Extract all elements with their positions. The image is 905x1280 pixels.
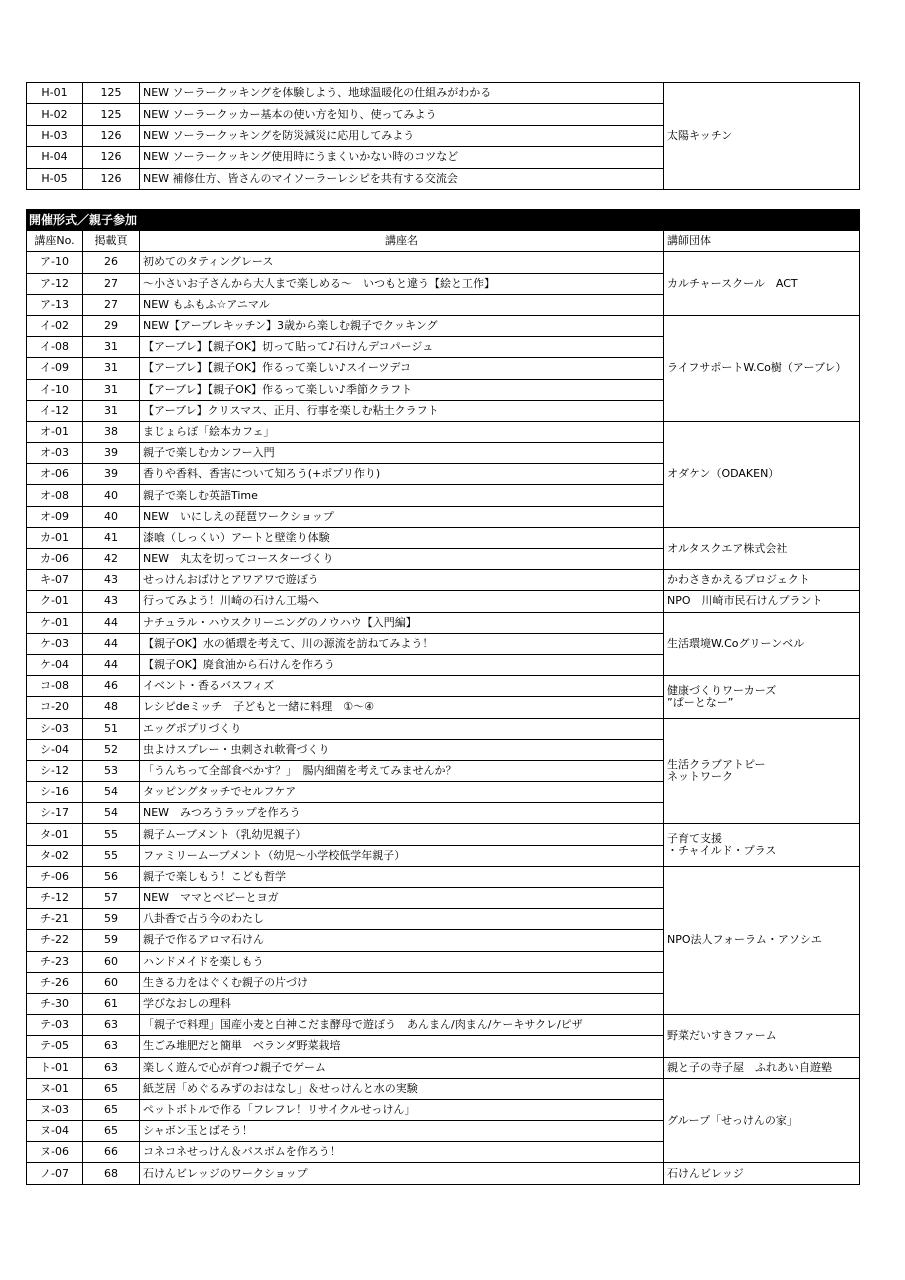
page-number: 125 xyxy=(83,83,140,104)
column-header-row xyxy=(27,231,860,252)
parent-child-course-table xyxy=(26,209,860,1185)
page-number: 63 xyxy=(83,1015,140,1036)
course-no: テ-03 xyxy=(27,1015,83,1036)
table-row xyxy=(27,1163,860,1184)
course-name: ハンドメイドを楽しもう xyxy=(140,951,664,972)
table-row xyxy=(27,570,860,591)
course-no: シ-03 xyxy=(27,718,83,739)
course-no: チ-06 xyxy=(27,866,83,887)
course-name: NEW ソーラークッキング使用時にうまくいかない時のコツなど xyxy=(140,147,664,168)
table-row xyxy=(27,824,860,845)
page-number: 126 xyxy=(83,168,140,189)
header-course-no: 講座No. xyxy=(27,231,83,252)
course-no: ア-12 xyxy=(27,273,83,294)
page-number: 63 xyxy=(83,1036,140,1057)
page-number: 31 xyxy=(83,379,140,400)
course-name: 「うんちって全部食べかす？」 腸内細菌を考えてみませんか？ xyxy=(140,760,664,781)
course-no: イ-02 xyxy=(27,315,83,336)
page-number: 53 xyxy=(83,760,140,781)
course-name: NEW 丸太を切ってコースターづくり xyxy=(140,549,664,570)
course-name: 生ごみ堆肥だと簡単 ベランダ野菜栽培 xyxy=(140,1036,664,1057)
page-number: 31 xyxy=(83,337,140,358)
course-name: 生きる力をはぐくむ親子の片づけ xyxy=(140,972,664,993)
course-no: イ-10 xyxy=(27,379,83,400)
course-no: ヌ-06 xyxy=(27,1142,83,1163)
course-no: オ-03 xyxy=(27,443,83,464)
course-name: 親子で作るアロマ石けん xyxy=(140,930,664,951)
organization: NPO法人フォーラム・アソシエ xyxy=(664,866,860,1014)
course-no: チ-26 xyxy=(27,972,83,993)
course-no: イ-08 xyxy=(27,337,83,358)
page-number: 51 xyxy=(83,718,140,739)
header-organization: 講師団体 xyxy=(664,231,860,252)
page-number: 59 xyxy=(83,909,140,930)
table-row xyxy=(27,315,860,336)
course-name: イベント・香るバスフィズ xyxy=(140,676,664,697)
course-no: キ-07 xyxy=(27,570,83,591)
course-name: 【アーブレ】【親子OK】作るって楽しい♪スイーツデコ xyxy=(140,358,664,379)
course-no: カ-06 xyxy=(27,549,83,570)
section-title: 開催形式／親子参加 xyxy=(27,210,860,231)
page-number: 57 xyxy=(83,888,140,909)
course-name: 行ってみよう！川崎の石けん工場へ xyxy=(140,591,664,612)
page-number: 39 xyxy=(83,443,140,464)
course-no: H-02 xyxy=(27,104,83,125)
course-no: オ-09 xyxy=(27,506,83,527)
course-name: 親子で楽しもう！こども哲学 xyxy=(140,866,664,887)
page-number: 43 xyxy=(83,570,140,591)
organization: ライフサポートW.Co樹（アーブレ） xyxy=(664,315,860,421)
organization: 親と子の寺子屋 ふれあい自遊塾 xyxy=(664,1057,860,1078)
course-name: NEW 補修仕方、皆さんのマイソーラーレシピを共有する交流会 xyxy=(140,168,664,189)
page-number: 66 xyxy=(83,1142,140,1163)
page-number: 61 xyxy=(83,993,140,1014)
course-name: レシピdeミッチ 子どもと一緒に料理 ①～④ xyxy=(140,697,664,718)
course-no: チ-30 xyxy=(27,993,83,1014)
organization: 健康づくりワーカーズ ”ぱーとなー” xyxy=(664,676,860,718)
page-number: 52 xyxy=(83,739,140,760)
page-number: 55 xyxy=(83,824,140,845)
course-no: コ-20 xyxy=(27,697,83,718)
course-no: カ-01 xyxy=(27,527,83,548)
page-number: 31 xyxy=(83,400,140,421)
page-number: 60 xyxy=(83,951,140,972)
course-no: タ-02 xyxy=(27,845,83,866)
course-name: エッグポプリづくり xyxy=(140,718,664,739)
course-name: 【アーブレ】【親子OK】作るって楽しい♪季節クラフト xyxy=(140,379,664,400)
course-no: ヌ-04 xyxy=(27,1121,83,1142)
course-name: ファミリームーブメント（幼児～小学校低学年親子） xyxy=(140,845,664,866)
page-number: 40 xyxy=(83,506,140,527)
course-no: オ-06 xyxy=(27,464,83,485)
course-name: タッピングタッチでセルフケア xyxy=(140,782,664,803)
page-number: 56 xyxy=(83,866,140,887)
course-name: 親子で楽しむ英語Time xyxy=(140,485,664,506)
organization: 生活クラブアトピー ネットワーク xyxy=(664,718,860,824)
page-number: 44 xyxy=(83,633,140,654)
organization: カルチャースクール ACT xyxy=(664,252,860,316)
page-number: 44 xyxy=(83,654,140,675)
course-no: H-05 xyxy=(27,168,83,189)
page-number: 54 xyxy=(83,803,140,824)
course-name: まじょらぼ「絵本カフェ」 xyxy=(140,421,664,442)
course-name: 楽しく遊んで心が育つ♪親子でゲーム xyxy=(140,1057,664,1078)
page-number: 59 xyxy=(83,930,140,951)
course-no: オ-01 xyxy=(27,421,83,442)
page-number: 125 xyxy=(83,104,140,125)
page-number: 26 xyxy=(83,252,140,273)
page-number: 40 xyxy=(83,485,140,506)
course-name: 学びなおしの理科 xyxy=(140,993,664,1014)
table-row xyxy=(27,1078,860,1099)
organization: 石けんビレッジ xyxy=(664,1163,860,1184)
course-no: シ-04 xyxy=(27,739,83,760)
organization: 野菜だいすきファーム xyxy=(664,1015,860,1057)
table-row xyxy=(27,252,860,273)
organization: 子育て支援 ・チャイルド・プラス xyxy=(664,824,860,866)
course-no: H-03 xyxy=(27,125,83,146)
organization: 生活環境W.Coグリーンベル xyxy=(664,612,860,676)
course-name: 【アーブレ】クリスマス、正月、行事を楽しむ粘土クラフト xyxy=(140,400,664,421)
course-name: 漆喰（しっくい）アートと壁塗り体験 xyxy=(140,527,664,548)
table-row xyxy=(27,1015,860,1036)
table-row xyxy=(27,1057,860,1078)
organization: オダケン（ODAKEN） xyxy=(664,421,860,527)
page-number: 27 xyxy=(83,273,140,294)
table-row xyxy=(27,83,860,104)
table-row xyxy=(27,527,860,548)
organization: 太陽キッチン xyxy=(664,83,860,190)
course-no: ケ-01 xyxy=(27,612,83,633)
course-no: イ-09 xyxy=(27,358,83,379)
course-name: NEW みつろうラップを作ろう xyxy=(140,803,664,824)
section-header-row xyxy=(27,210,860,231)
course-name: コネコネせっけん＆バスボムを作ろう！ xyxy=(140,1142,664,1163)
page-number: 65 xyxy=(83,1078,140,1099)
page-number: 42 xyxy=(83,549,140,570)
course-name: 【親子OK】廃食油から石けんを作ろう xyxy=(140,654,664,675)
table-row xyxy=(27,866,860,887)
course-no: シ-12 xyxy=(27,760,83,781)
page-number: 60 xyxy=(83,972,140,993)
organization: NPO 川崎市民石けんプラント xyxy=(664,591,860,612)
course-name: 香りや香料、香害について知ろう(+ポプリ作り) xyxy=(140,464,664,485)
course-no: チ-12 xyxy=(27,888,83,909)
course-name: NEW いにしえの琵琶ワークショップ xyxy=(140,506,664,527)
page-number: 65 xyxy=(83,1099,140,1120)
course-name: 紙芝居「めぐるみずのおはなし」＆せっけんと水の実験 xyxy=(140,1078,664,1099)
table-row xyxy=(27,421,860,442)
course-name: NEW【アーブレキッチン】3歳から楽しむ親子でクッキング xyxy=(140,315,664,336)
page-number: 29 xyxy=(83,315,140,336)
table-row xyxy=(27,718,860,739)
course-no: ノ-07 xyxy=(27,1163,83,1184)
course-no: ケ-04 xyxy=(27,654,83,675)
course-no: ヌ-01 xyxy=(27,1078,83,1099)
page-number: 126 xyxy=(83,125,140,146)
organization: グループ「せっけんの家」 xyxy=(664,1078,860,1163)
course-name: NEW ソーラークッキングを体験しよう、地球温暖化の仕組みがわかる xyxy=(140,83,664,104)
course-name: ～小さいお子さんから大人まで楽しめる～ いつもと違う【絵と工作】 xyxy=(140,273,664,294)
table-row xyxy=(27,612,860,633)
course-no: イ-12 xyxy=(27,400,83,421)
page-number: 39 xyxy=(83,464,140,485)
course-no: ヌ-03 xyxy=(27,1099,83,1120)
course-name: NEW ママとベビーとヨガ xyxy=(140,888,664,909)
course-no: コ-08 xyxy=(27,676,83,697)
course-name: 【親子OK】水の循環を考えて、川の源流を訪ねてみよう！ xyxy=(140,633,664,654)
course-no: H-01 xyxy=(27,83,83,104)
course-name: 「親子で料理」国産小麦と白神こだま酵母で遊ぼう あんまん/肉まん/ケーキサクレ/ピザ xyxy=(140,1015,664,1036)
course-name: NEW ソーラークッキングを防災減災に応用してみよう xyxy=(140,125,664,146)
course-no: ア-10 xyxy=(27,252,83,273)
course-no: H-04 xyxy=(27,147,83,168)
course-no: ク-01 xyxy=(27,591,83,612)
page-number: 38 xyxy=(83,421,140,442)
table-row xyxy=(27,676,860,697)
course-name: NEW もふもふ☆アニマル xyxy=(140,294,664,315)
course-no: ア-13 xyxy=(27,294,83,315)
course-name: 八卦香で占う今のわたし xyxy=(140,909,664,930)
course-name: シャボン玉とばそう！ xyxy=(140,1121,664,1142)
solar-course-table xyxy=(26,82,860,190)
course-name: 初めてのタティングレース xyxy=(140,252,664,273)
organization: かわさきかえるプロジェクト xyxy=(664,570,860,591)
header-course-name: 講座名 xyxy=(140,231,664,252)
course-name: ナチュラル・ハウスクリーニングのノウハウ【入門編】 xyxy=(140,612,664,633)
page-number: 55 xyxy=(83,845,140,866)
page-number: 68 xyxy=(83,1163,140,1184)
page-number: 27 xyxy=(83,294,140,315)
page-number: 63 xyxy=(83,1057,140,1078)
course-name: ペットボトルで作る「フレフレ！リサイクルせっけん」 xyxy=(140,1099,664,1120)
page-number: 41 xyxy=(83,527,140,548)
course-name: 虫よけスプレー・虫刺され軟膏づくり xyxy=(140,739,664,760)
page-number: 43 xyxy=(83,591,140,612)
course-no: テ-05 xyxy=(27,1036,83,1057)
page-number: 46 xyxy=(83,676,140,697)
course-no: タ-01 xyxy=(27,824,83,845)
course-no: シ-16 xyxy=(27,782,83,803)
course-no: オ-08 xyxy=(27,485,83,506)
page-number: 31 xyxy=(83,358,140,379)
header-page: 掲載頁 xyxy=(83,231,140,252)
course-no: チ-21 xyxy=(27,909,83,930)
course-no: チ-23 xyxy=(27,951,83,972)
course-no: ト-01 xyxy=(27,1057,83,1078)
course-name: 親子で楽しむカンフー入門 xyxy=(140,443,664,464)
course-no: シ-17 xyxy=(27,803,83,824)
course-name: 親子ムーブメント（乳幼児親子） xyxy=(140,824,664,845)
page-number: 48 xyxy=(83,697,140,718)
course-no: チ-22 xyxy=(27,930,83,951)
page-number: 126 xyxy=(83,147,140,168)
course-name: 石けんビレッジのワークショップ xyxy=(140,1163,664,1184)
course-name: せっけんおばけとアワアワで遊ぼう xyxy=(140,570,664,591)
page-number: 44 xyxy=(83,612,140,633)
page-number: 54 xyxy=(83,782,140,803)
course-name: NEW ソーラークッカー基本の使い方を知り、使ってみよう xyxy=(140,104,664,125)
organization: オルタスクエア株式会社 xyxy=(664,527,860,569)
page-number: 65 xyxy=(83,1121,140,1142)
course-no: ケ-03 xyxy=(27,633,83,654)
course-name: 【アーブレ】【親子OK】切って貼って♪石けんデコパージュ xyxy=(140,337,664,358)
table-row xyxy=(27,591,860,612)
